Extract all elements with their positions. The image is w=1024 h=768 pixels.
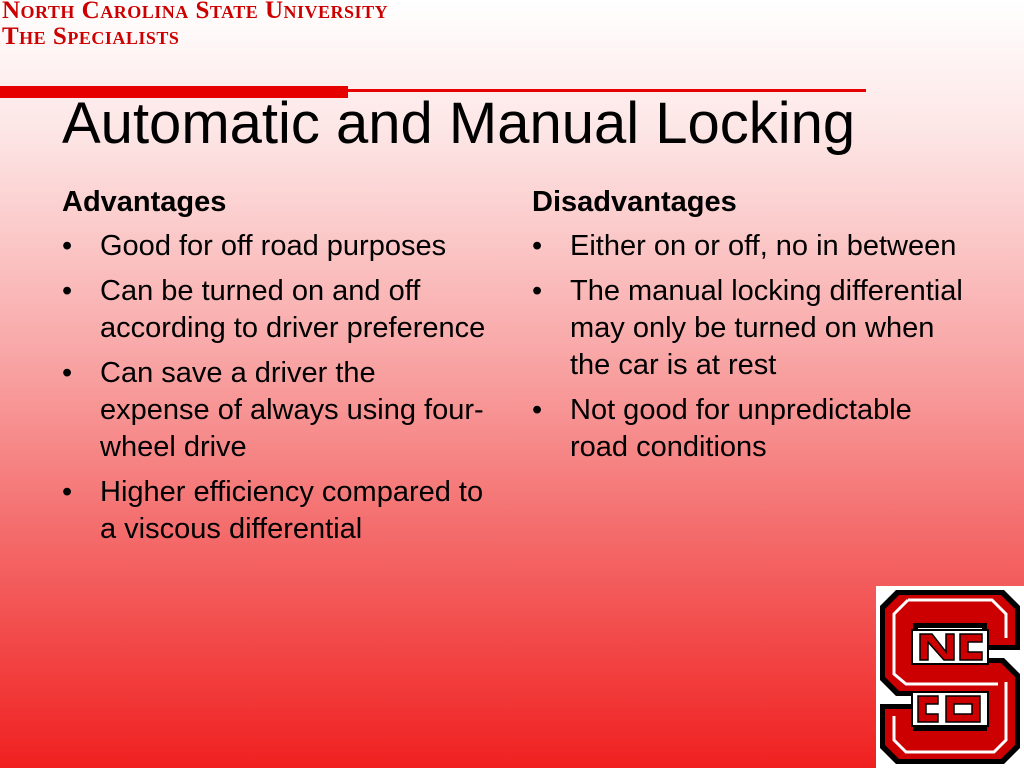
ncstate-block-s-logo	[876, 586, 1024, 768]
list-item	[532, 228, 972, 265]
bullet-icon: •	[532, 230, 543, 262]
bullet-icon: •	[532, 394, 543, 426]
slide-title: Automatic and Manual Locking	[62, 91, 856, 156]
advantages-heading: Advantages	[62, 186, 227, 218]
list-item-text: Can be turned on and off according to driver preference	[100, 275, 486, 344]
disadvantages-heading: Disadvantages	[532, 186, 737, 218]
list-item-text: Higher efficiency compared to a viscous differential	[100, 476, 484, 545]
bullet-icon: •	[62, 230, 73, 262]
advantages-column	[62, 184, 492, 556]
list-item-text: The manual locking differential may only be turned on when the car is at rest	[570, 275, 963, 381]
bullet-icon: •	[62, 357, 73, 389]
bullet-icon: •	[62, 275, 73, 307]
disadvantages-list	[532, 228, 972, 466]
header-tagline: The Specialists	[2, 23, 180, 50]
list-item	[532, 273, 972, 384]
list-item	[532, 392, 972, 466]
list-item	[62, 474, 492, 548]
disadvantages-column	[532, 184, 972, 474]
list-item	[62, 228, 492, 265]
list-item	[62, 273, 492, 347]
list-item-text: Good for off road purposes	[100, 230, 447, 262]
university-header	[0, 0, 480, 60]
bullet-icon: •	[532, 275, 543, 307]
list-item-text: Not good for unpredictable road conditions	[570, 394, 912, 463]
header-university-name: North Carolina State University	[2, 0, 389, 24]
list-item	[62, 355, 492, 466]
bullet-icon: •	[62, 476, 73, 508]
advantages-list	[62, 228, 492, 548]
list-item-text: Can save a driver the expense of always using four-wheel drive	[100, 357, 484, 463]
list-item-text: Either on or off, no in between	[570, 230, 957, 262]
